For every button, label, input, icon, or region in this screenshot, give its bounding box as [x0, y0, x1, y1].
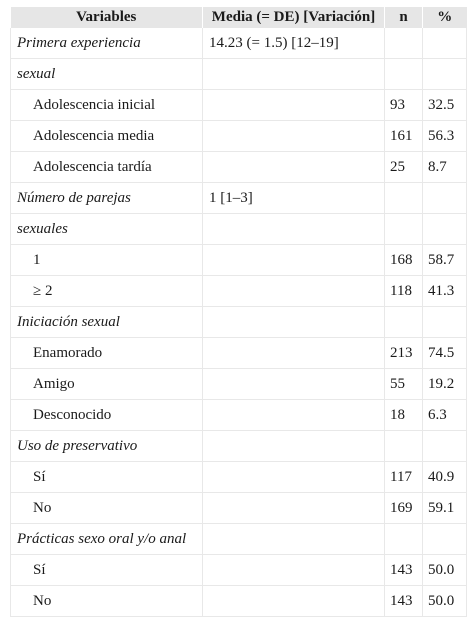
row-mean: 1 [1–3]: [203, 183, 385, 214]
row-pct: 74.5: [423, 338, 467, 369]
table-row: [11, 462, 467, 493]
row-pct: 56.3: [423, 121, 467, 152]
row-n: 55: [385, 369, 423, 400]
row-mean: [203, 276, 385, 307]
row-mean: 14.23 (= 1.5) [12–19]: [203, 28, 385, 59]
row-n: 143: [385, 555, 423, 586]
table-row: [11, 400, 467, 431]
data-table: [10, 7, 467, 617]
row-label: ≥ 2: [11, 276, 203, 307]
row-label: No: [11, 586, 203, 617]
row-n: [385, 59, 423, 90]
row-mean: [203, 59, 385, 90]
row-label: sexuales: [11, 214, 203, 245]
table-group-row: [11, 59, 467, 90]
table-row: [11, 121, 467, 152]
row-mean: [203, 152, 385, 183]
table-group-row: [11, 524, 467, 555]
row-mean: [203, 307, 385, 338]
row-n: 161: [385, 121, 423, 152]
row-pct: 59.1: [423, 493, 467, 524]
header-variables: Variables: [11, 7, 203, 28]
row-n: 168: [385, 245, 423, 276]
row-pct: 6.3: [423, 400, 467, 431]
row-mean: [203, 369, 385, 400]
table-row: [11, 369, 467, 400]
table-group-row: [11, 183, 467, 214]
row-mean: [203, 214, 385, 245]
row-mean: [203, 555, 385, 586]
row-n: 18: [385, 400, 423, 431]
row-label: Iniciación sexual: [11, 307, 203, 338]
row-label: Adolescencia tardía: [11, 152, 203, 183]
row-label: Desconocido: [11, 400, 203, 431]
row-mean: [203, 431, 385, 462]
row-n: 25: [385, 152, 423, 183]
row-n: [385, 183, 423, 214]
row-mean: [203, 338, 385, 369]
row-mean: [203, 462, 385, 493]
row-label: Adolescencia media: [11, 121, 203, 152]
row-label: sexual: [11, 59, 203, 90]
table-row: [11, 555, 467, 586]
row-pct: [423, 524, 467, 555]
row-pct: 19.2: [423, 369, 467, 400]
row-pct: [423, 28, 467, 59]
table-row: [11, 586, 467, 617]
row-label: Enamorado: [11, 338, 203, 369]
row-label: Sí: [11, 555, 203, 586]
row-label: No: [11, 493, 203, 524]
row-pct: 50.0: [423, 586, 467, 617]
row-n: [385, 307, 423, 338]
row-label: Prácticas sexo oral y/o anal: [11, 524, 203, 555]
row-pct: 41.3: [423, 276, 467, 307]
header-row: [11, 7, 467, 28]
row-mean: [203, 586, 385, 617]
table-body: [11, 28, 467, 617]
row-n: [385, 214, 423, 245]
header-mean: Media (= DE) [Variación]: [203, 7, 385, 28]
row-pct: 40.9: [423, 462, 467, 493]
row-n: 213: [385, 338, 423, 369]
row-n: 169: [385, 493, 423, 524]
row-n: 118: [385, 276, 423, 307]
row-pct: [423, 59, 467, 90]
table-group-row: [11, 214, 467, 245]
table-group-row: [11, 431, 467, 462]
table-row: [11, 276, 467, 307]
table-row: [11, 152, 467, 183]
row-pct: 58.7: [423, 245, 467, 276]
header-pct: %: [423, 7, 467, 28]
row-mean: [203, 121, 385, 152]
row-mean: [203, 245, 385, 276]
header-n: n: [385, 7, 423, 28]
row-label: Adolescencia inicial: [11, 90, 203, 121]
row-pct: 32.5: [423, 90, 467, 121]
table-group-row: [11, 307, 467, 338]
row-mean: [203, 400, 385, 431]
row-n: 143: [385, 586, 423, 617]
row-mean: [203, 493, 385, 524]
row-pct: 8.7: [423, 152, 467, 183]
table-row: [11, 245, 467, 276]
row-label: 1: [11, 245, 203, 276]
row-pct: [423, 307, 467, 338]
row-n: 93: [385, 90, 423, 121]
table-group-row: [11, 28, 467, 59]
row-label: Número de parejas: [11, 183, 203, 214]
row-label: Amigo: [11, 369, 203, 400]
row-pct: [423, 214, 467, 245]
row-mean: [203, 90, 385, 121]
row-n: [385, 431, 423, 462]
table-header: [11, 7, 467, 28]
row-mean: [203, 524, 385, 555]
row-n: 117: [385, 462, 423, 493]
row-n: [385, 524, 423, 555]
row-pct: 50.0: [423, 555, 467, 586]
row-label: Primera experiencia: [11, 28, 203, 59]
table-row: [11, 338, 467, 369]
data-table-container: [10, 7, 466, 617]
row-n: [385, 28, 423, 59]
row-label: Sí: [11, 462, 203, 493]
row-pct: [423, 183, 467, 214]
row-label: Uso de preservativo: [11, 431, 203, 462]
table-row: [11, 493, 467, 524]
table-row: [11, 90, 467, 121]
row-pct: [423, 431, 467, 462]
